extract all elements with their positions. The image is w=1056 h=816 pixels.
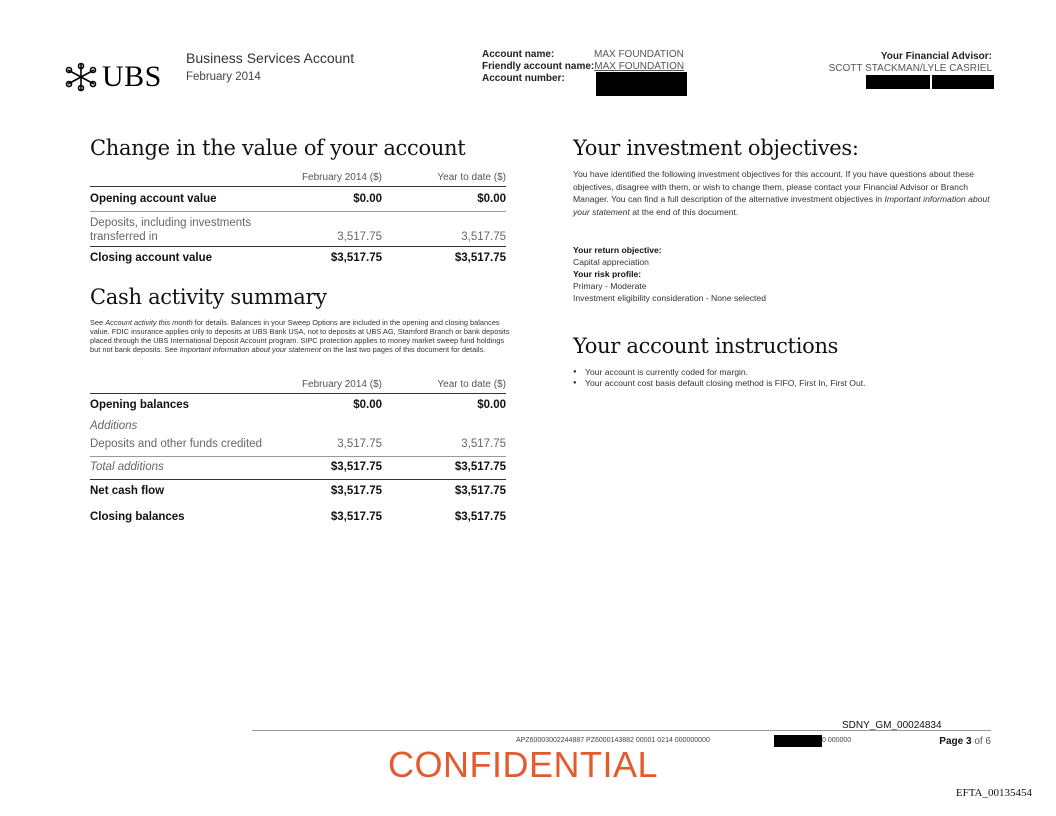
row-value-month: 3,517.75	[337, 438, 382, 450]
table-row	[90, 457, 506, 480]
financial-advisor	[829, 51, 992, 75]
list-item: ● Your account cost basis default closing method is FIFO, First In, First Out.	[573, 378, 866, 389]
table-row	[90, 506, 506, 528]
row-value-ytd: $0.00	[477, 193, 506, 205]
logo-text: UBS	[102, 60, 162, 93]
instructions-list	[573, 367, 866, 389]
row-label: Closing account value	[90, 252, 213, 264]
cash-activity-note	[90, 318, 510, 354]
page-word: Page	[939, 736, 964, 747]
confidential-stamp: CONFIDENTIAL	[388, 744, 659, 785]
page-current: 3	[965, 736, 972, 747]
statement-title: Business Services Account	[186, 50, 355, 66]
objectives-intro	[573, 168, 993, 218]
intro-ref-important-info: Important information about your statement	[573, 194, 990, 217]
table-row	[90, 187, 506, 212]
account-name: MAX FOUNDATION	[594, 49, 684, 60]
objectives-details	[573, 244, 766, 304]
table-row	[90, 247, 506, 269]
row-value-month: $3,517.75	[330, 252, 382, 264]
cash-activity-heading: Cash activity summary	[90, 285, 327, 309]
page-total: of 6	[974, 736, 991, 747]
row-label: Opening account value	[90, 193, 217, 205]
row-label: Total additions	[90, 461, 164, 473]
friendly-name: MAX FOUNDATION	[594, 61, 685, 72]
intro-text: at the end of this document.	[629, 206, 739, 217]
row-value-month: $3,517.75	[330, 485, 382, 497]
row-label: Deposits, including investments	[90, 217, 252, 229]
change-value-heading: Change in the value of your account	[90, 136, 466, 160]
list-item: ● Your account is currently coded for margin.	[573, 367, 866, 378]
return-objective-label: Your return objective:	[573, 245, 662, 255]
row-value-ytd: $3,517.75	[454, 461, 506, 473]
redaction-advisor-1	[866, 75, 930, 89]
document-codes: APZ60003002244887 PZ6000143882 00001 0214 000000000	[516, 737, 710, 744]
note-ref-activity: Account activity this month	[105, 318, 193, 327]
row-value-ytd: $3,517.75	[454, 511, 506, 523]
advisor-label: Your Financial Advisor:	[880, 51, 992, 62]
row-label-cont: transferred in	[90, 231, 158, 243]
table-row	[90, 416, 506, 436]
note-text: See	[90, 318, 106, 327]
row-value-ytd: $3,517.75	[454, 252, 506, 264]
row-label: Additions	[90, 420, 138, 432]
row-value-month: $3,517.75	[330, 461, 382, 473]
row-value-ytd: 3,517.75	[461, 231, 506, 243]
row-value-ytd: $3,517.75	[454, 485, 506, 497]
row-label: Opening balances	[90, 399, 190, 411]
cash-activity-table	[90, 377, 506, 528]
col-ytd: Year to date ($)	[437, 379, 506, 390]
table-row	[90, 212, 506, 247]
account-number-label: Account number:	[482, 73, 565, 84]
advisor-names: SCOTT STACKMAN/LYLE CASRIEL	[828, 63, 992, 74]
row-value-month: $3,517.75	[330, 511, 382, 523]
return-objective-value: Capital appreciation	[573, 257, 649, 267]
redaction-account-number	[596, 72, 687, 96]
row-value-month: 3,517.75	[337, 231, 382, 243]
col-month: February 2014 ($)	[301, 172, 382, 183]
account-name-label: Account name:	[482, 49, 555, 60]
change-value-table	[90, 170, 506, 269]
footer-divider	[252, 730, 991, 731]
objectives-heading: Your investment objectives:	[573, 136, 859, 160]
risk-profile-value: Primary - Moderate	[573, 281, 647, 291]
row-value-month: $0.00	[353, 193, 382, 205]
table-header	[90, 170, 506, 187]
eligibility-consideration: Investment eligibility consideration - None selected	[573, 293, 766, 303]
row-label: Closing balances	[90, 511, 185, 523]
redaction-advisor-2	[932, 75, 994, 89]
row-value-ytd: 3,517.75	[461, 438, 506, 450]
instructions-heading: Your account instructions	[573, 334, 839, 358]
table-row	[90, 394, 506, 416]
col-ytd: Year to date ($)	[437, 172, 506, 183]
risk-profile-label: Your risk profile:	[573, 269, 642, 279]
row-label: Deposits and other funds credited	[90, 438, 262, 450]
note-ref-important-info: Important information about your statement	[179, 345, 321, 354]
page-number	[939, 736, 991, 747]
note-text: on the last two pages of this document for details.	[320, 345, 486, 354]
table-row	[90, 480, 506, 506]
friendly-name-label: Friendly account name:	[482, 61, 595, 72]
row-value-ytd: $0.00	[477, 399, 506, 411]
document-codes-tail: 0 000000	[822, 737, 852, 744]
statement-period: February 2014	[186, 71, 261, 83]
table-row	[90, 436, 506, 457]
ubs-keys-icon	[64, 62, 98, 92]
table-header	[90, 377, 506, 394]
note-text: for details. Balances in your Sweep Options are included in the opening and closing balances value. FDIC insurance applies only to deposits at UBS Bank USA, not to deposits at UBS AG, Stamford Branch or bank deposits placed through the UBS International Deposit Account program. SIPC protection applies to money market sweep fund holdings but not bank deposits. See	[90, 318, 510, 354]
row-value-month: $0.00	[353, 399, 382, 411]
col-month: February 2014 ($)	[301, 379, 382, 390]
intro-text: You have identified the following investment objectives for this account. If you have questions about these objectives, disagree with them, or wish to change them, please contact your Financial Advisor or Branch Manager. You can find a full description of the alternative investment objectives in	[573, 169, 974, 204]
efta-number: EFTA_00135454	[955, 787, 1032, 799]
redaction-codes	[774, 735, 822, 747]
ubs-logo	[64, 60, 162, 94]
row-label: Net cash flow	[90, 485, 165, 497]
bates-number: SDNY_GM_00024834	[842, 720, 942, 731]
